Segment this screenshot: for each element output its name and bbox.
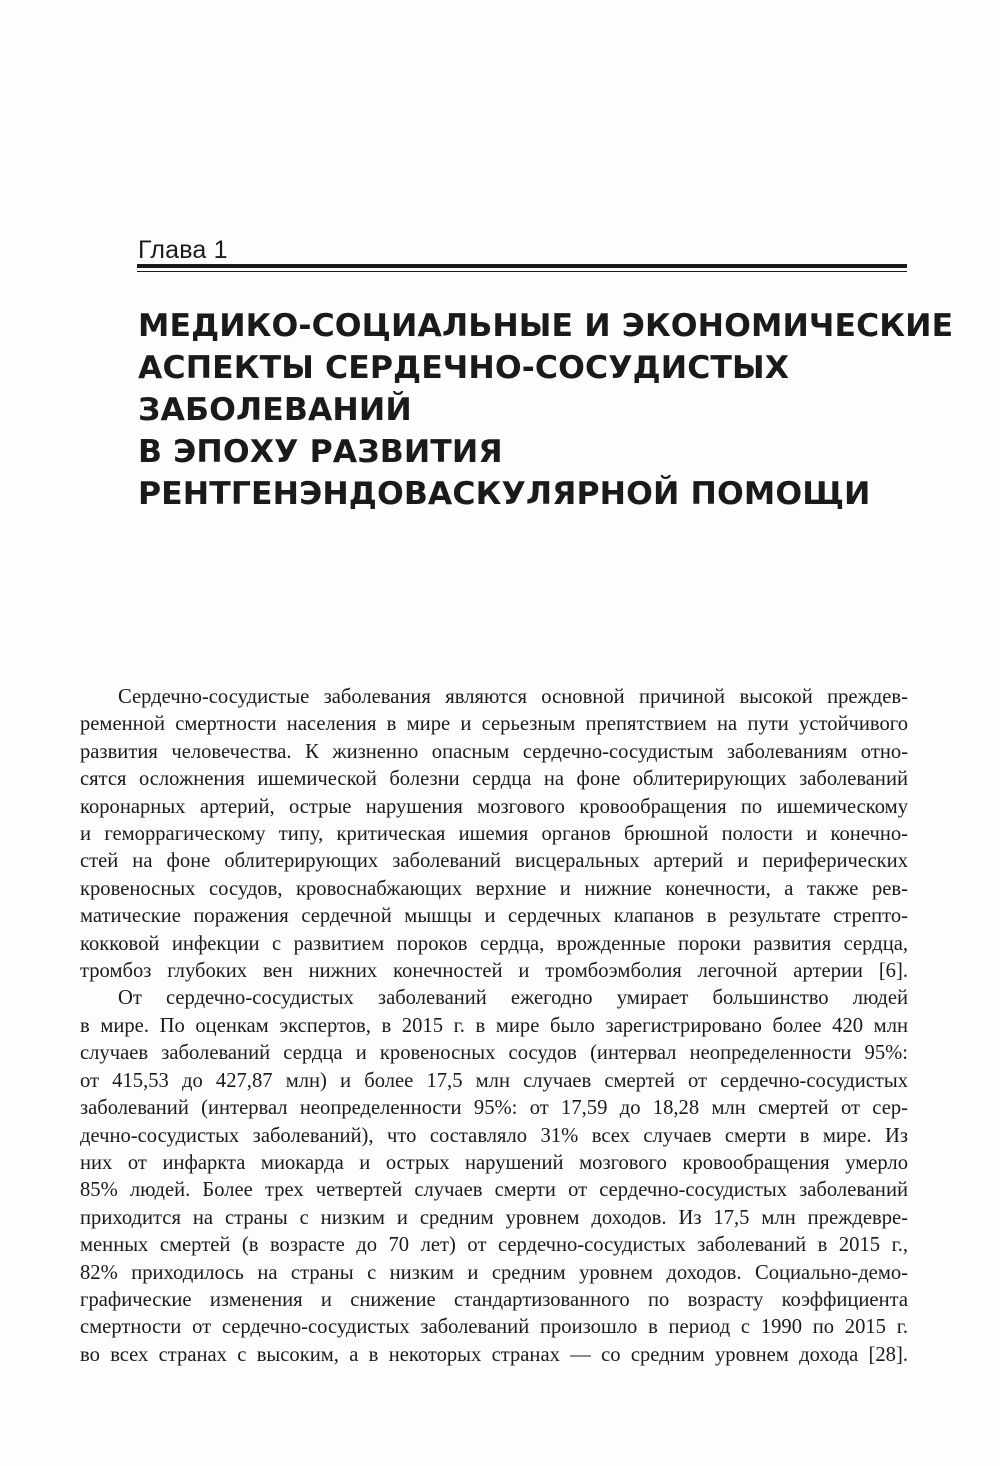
chapter-title-line: ЗАБОЛЕВАНИЙ <box>138 392 412 428</box>
text-line: матические поражения сердечной мышцы и сердечных клапанов в результате стрепто- <box>80 905 908 928</box>
chapter-title-line: РЕНТГЕНЭНДОВАСКУЛЯРНОЙ ПОМОЩИ <box>138 476 871 512</box>
text-line: них от инфаркта миокарда и острых нарушений мозгового кровообращения умерло <box>80 1151 908 1174</box>
chapter-rule-thin <box>137 271 907 272</box>
text-line: во всех странах с высоким, а в некоторых странах — со средним уровнем дохода [28]. <box>80 1343 908 1366</box>
text-line: сятся осложнения ишемической болезни сердца на фоне облитерирующих заболеваний <box>80 768 908 791</box>
text-line: в мире. По оценкам экспертов, в 2015 г. в мире было зарегистрировано более 420 млн <box>80 1014 908 1037</box>
text-line: кокковой инфекции с развитием пороков сердца, врожденные пороки развития сердца, <box>80 932 908 955</box>
text-line: смертности от сердечно-сосудистых заболеваний произошло в период с 1990 по 2015 г. <box>80 1316 908 1339</box>
text-line: 82% приходилось на страны с низким и средним уровнем доходов. Социально-демо- <box>80 1261 908 1284</box>
text-line: Сердечно-сосудистые заболевания являются основной причиной высокой преждев- <box>118 686 908 708</box>
text-line: кровеносных сосудов, кровоснабжающих верхние и нижние конечности, а также рев- <box>80 877 908 900</box>
chapter-title-line: АСПЕКТЫ СЕРДЕЧНО-СОСУДИСТЫХ <box>138 350 790 386</box>
text-line: менных смертей (в возрасте до 70 лет) от сердечно-сосудистых заболеваний в 2015 г., <box>80 1234 908 1257</box>
text-line: от 415,53 до 427,87 млн) и более 17,5 млн случаев смертей от сердечно-сосудистых <box>80 1069 908 1092</box>
text-line: развития человечества. К жизненно опасным сердечно-сосудистым заболеваниям отно- <box>80 740 908 763</box>
chapter-title <box>138 305 954 515</box>
paragraph <box>80 985 908 1369</box>
text-line: стей на фоне облитерирующих заболеваний висцеральных артерий и периферических <box>80 850 908 873</box>
chapter-title-line: МЕДИКО-СОЦИАЛЬНЫЕ И ЭКОНОМИЧЕСКИЕ <box>138 308 954 344</box>
text-line: графические изменения и снижение стандартизованного по возрасту коэффициента <box>80 1288 908 1311</box>
text-line: ременной смертности населения в мире и серьезным препятствием на пути устойчивого <box>80 713 908 736</box>
text-line: 85% людей. Более трех четвертей случаев смерти от сердечно-сосудистых заболеваний <box>80 1179 908 1202</box>
text-line: тромбоз глубоких вен нижних конечностей и тромбоэмболия легочной артерии [6]. <box>80 960 908 983</box>
text-line: и геморрагическому типу, критическая ишемия органов брюшной полости и конечно- <box>80 823 908 846</box>
text-line: От сердечно-сосудистых заболеваний ежегодно умирает большинство людей <box>118 987 908 1010</box>
text-line: коронарных артерий, острые нарушения мозгового кровообращения по ишемическому <box>80 795 908 818</box>
text-line: случаев заболеваний сердца и кровеносных сосудов (интервал неопределенности 95%: <box>80 1042 908 1065</box>
body-text <box>80 684 908 1369</box>
text-line: приходится на страны с низким и средним уровнем доходов. Из 17,5 млн преждевре- <box>80 1206 908 1229</box>
chapter-rule-thick <box>137 264 907 268</box>
chapter-title-line: В ЭПОХУ РАЗВИТИЯ <box>138 434 503 470</box>
text-line: заболеваний (интервал неопределенности 95%: от 17,59 до 18,28 млн смертей от сер- <box>80 1097 908 1120</box>
chapter-label: Глава 1 <box>138 236 228 264</box>
text-line: дечно-сосудистых заболеваний), что составляло 31% всех случаев смерти в мире. Из <box>80 1124 908 1147</box>
paragraph <box>80 684 908 985</box>
